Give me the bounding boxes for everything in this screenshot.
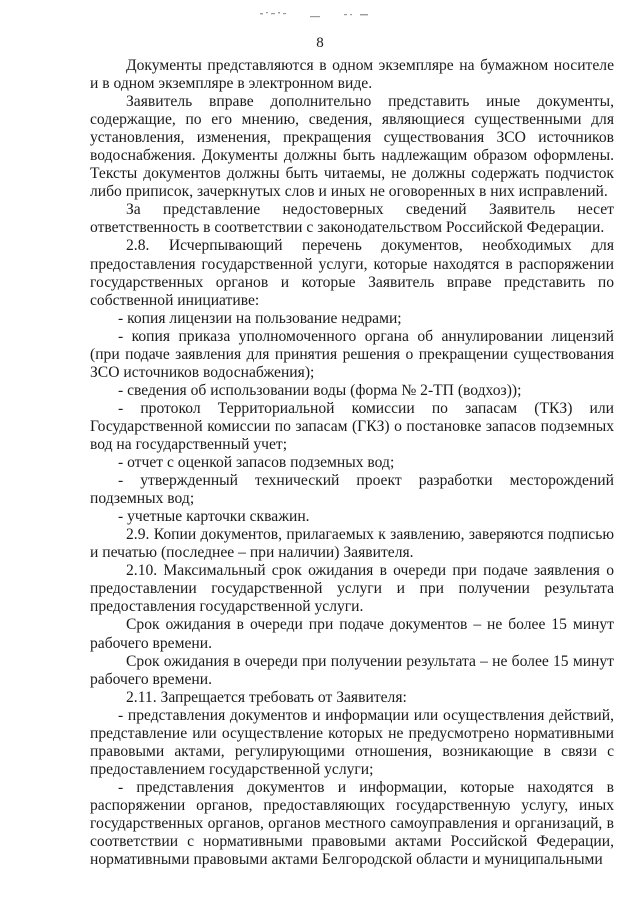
list-item: - учетные карточки скважин. <box>118 508 310 526</box>
paragraph-section-2-9: 2.9. Копии документов, прилагаемых к заявлению, заверяются подписью и печатью (последнее – при наличии) Заявителя. <box>90 526 614 562</box>
list-item: - представления документов и информации или осуществления действий, представление или осуществление которых не предусмотрено нормативными правовыми актами, регулирующими отношения, возникающие в связи с предоставлением государственной услуги; <box>90 706 614 778</box>
list-item: - утвержденный технический проект разработки месторождений подземных вод; <box>90 472 614 508</box>
paragraph-copies-format: Документы представляются в одном экземпляре на бумажном носителе и в одном экземпляре в электронном виде. <box>90 57 614 93</box>
document-body <box>90 57 614 869</box>
paragraph-section-2-8: 2.8. Исчерпывающий перечень документов, необходимых для предоставления государственной услуги, которые находятся в распоряжении государственных органов и которые Заявитель вправе представить по собственной инициативе: <box>90 237 614 309</box>
list-item: - представления документов и информации, которые находятся в распоряжении органов, предоставляющих государственную услугу, иных государственных органов, органов местного самоуправления и организаций, в соответствии с нормативными правовыми актами Российской Федерации, нормативными правовыми актами Белгородской области и муниципальными <box>90 778 614 869</box>
paragraph-wait-result: Срок ожидания в очереди при получении результата – не более 15 минут рабочего времени. <box>90 652 614 688</box>
paragraph-section-2-11: 2.11. Запрещается требовать от Заявителя: <box>126 688 407 706</box>
list-item: - копия приказа уполномоченного органа об аннулировании лицензий (при подаче заявления для принятия решения о прекращении существования ЗСО источников водоснабжения); <box>90 327 614 381</box>
paragraph-additional-documents: Заявитель вправе дополнительно представить иные документы, содержащие, по его мнению, сведения, являющиеся существенными для установления, изменения, прекращения существования ЗСО источников водоснабжения. Документы должны быть надлежащим образом оформлены. Тексты документов должны быть читаемы, не должны содержать подчисток либо приписок, зачеркнутых слов и иных не оговоренных в них исправлений. <box>90 93 614 201</box>
paragraph-wait-submission: Срок ожидания в очереди при подаче документов – не более 15 минут рабочего времени. <box>90 616 614 652</box>
scan-artifact-icon <box>258 8 378 20</box>
list-item: - протокол Территориальной комиссии по запасам (ТКЗ) или Государственной комиссии по запасам (ГКЗ) о постановке запасов подземных вод на государственный учет; <box>90 399 614 453</box>
list-item: - отчет с оценкой запасов подземных вод; <box>118 454 395 472</box>
paragraph-section-2-10: 2.10. Максимальный срок ожидания в очереди при подаче заявления о предоставлении государственной услуги и при получении результата предоставления государственной услуги. <box>90 562 614 616</box>
list-item: - копия лицензии на пользование недрами; <box>118 309 402 327</box>
page-number: 8 <box>316 35 324 51</box>
list-item: - сведения об использовании воды (форма № 2-ТП (водхоз)); <box>118 381 522 399</box>
paragraph-responsibility: За представление недостоверных сведений Заявитель несет ответственность в соответствии с законодательством Российской Федерации. <box>90 201 614 237</box>
